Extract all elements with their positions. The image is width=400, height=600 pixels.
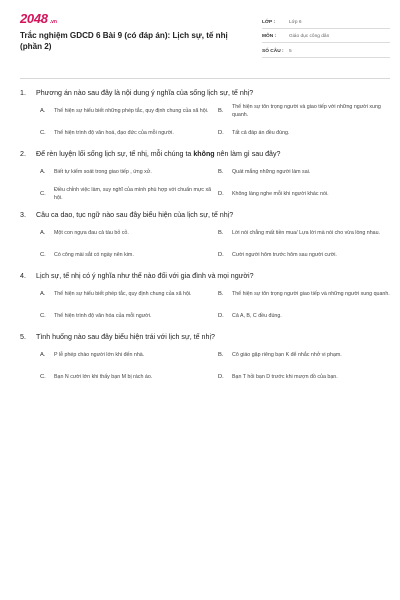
meta-label: LỚP : xyxy=(262,19,276,25)
question-stem xyxy=(20,88,390,98)
site-logo[interactable] xyxy=(20,12,240,25)
question-5 xyxy=(20,332,390,386)
answer-options xyxy=(20,224,390,264)
answer-option-b[interactable] xyxy=(218,102,400,120)
header-divider xyxy=(20,78,390,79)
option-letter: B. xyxy=(218,107,224,114)
option-letter: C. xyxy=(40,190,46,197)
option-letter: D. xyxy=(218,251,224,258)
question-text-part: Lịch sự, tế nhị có ý nghĩa như thế nào đối với gia đình và mọi người? xyxy=(36,272,254,280)
answer-option-a[interactable] xyxy=(40,346,218,364)
option-letter: A. xyxy=(40,290,46,297)
option-text: Thể hiện sự hiểu biết những phép tắc, quy định chung của xã hội. xyxy=(54,107,209,114)
question-number: 4. xyxy=(20,272,26,280)
question-stem xyxy=(20,332,390,342)
answer-option-a[interactable] xyxy=(40,285,218,303)
answer-option-c[interactable] xyxy=(40,368,218,386)
question-text xyxy=(36,271,254,281)
question-text-part: Câu ca dao, tục ngữ nào sau đây biểu hiện của lịch sự, tế nhị? xyxy=(36,211,234,219)
question-4 xyxy=(20,271,390,325)
meta-row-count xyxy=(262,43,390,58)
answer-option-b[interactable] xyxy=(218,346,400,364)
question-text xyxy=(36,332,215,342)
meta-label: SỐ CÂU : xyxy=(262,48,284,54)
answer-options xyxy=(20,163,390,203)
option-text: Điều chỉnh việc làm, suy nghĩ của mình phù hợp với chuẩn mực xã hội. xyxy=(54,186,212,201)
answer-option-a[interactable] xyxy=(40,102,218,120)
answer-option-b[interactable] xyxy=(218,285,400,303)
answer-option-d[interactable] xyxy=(218,185,400,203)
option-text: Tất cả đáp án đều đúng. xyxy=(232,129,290,136)
option-letter: B. xyxy=(218,351,224,358)
question-3 xyxy=(20,210,390,264)
answer-options xyxy=(20,102,390,142)
question-text-part: Phương án nào sau đây là nội dung ý nghĩa của sống lịch sự, tế nhị? xyxy=(36,89,254,97)
answer-option-a[interactable] xyxy=(40,224,218,242)
meta-value: Giáo dục công dân xyxy=(289,34,330,39)
question-text xyxy=(36,149,281,159)
option-letter: D. xyxy=(218,129,224,136)
option-text: Quát mắng những người làm sai. xyxy=(232,168,311,175)
option-text: Cười người hôm trước hôm sau người cười. xyxy=(232,251,337,258)
option-text: Một con ngựa đau cả tàu bỏ cỏ. xyxy=(54,229,129,236)
meta-row-class xyxy=(262,14,390,29)
question-2 xyxy=(20,149,390,203)
option-letter: D. xyxy=(218,312,224,319)
answer-option-d[interactable] xyxy=(218,307,400,325)
logo-domain: .vn xyxy=(49,19,57,25)
option-text: Cô giáo gặp riêng bạn K để nhắc nhở vi phạm. xyxy=(232,351,342,358)
option-text: Bạn T hỏi bạn D trước khi mượn đồ của bạn. xyxy=(232,373,338,380)
option-letter: B. xyxy=(218,229,224,236)
option-letter: A. xyxy=(40,351,46,358)
question-text xyxy=(36,88,253,98)
option-letter: B. xyxy=(218,168,224,175)
question-text-emphasis: không xyxy=(193,150,215,158)
question-stem xyxy=(20,149,390,159)
meta-row-subject xyxy=(262,29,390,44)
meta-table xyxy=(262,14,390,74)
option-text: Thể hiện sự tôn trọng người và giao tiếp với những người xung quanh. xyxy=(232,103,381,118)
question-text-part: nên làm gì sau đây? xyxy=(214,150,281,158)
option-letter: A. xyxy=(40,229,46,236)
option-letter: B. xyxy=(218,290,224,297)
answer-option-a[interactable] xyxy=(40,163,218,181)
question-1 xyxy=(20,88,390,142)
meta-value: 5 xyxy=(289,48,292,54)
answer-option-c[interactable] xyxy=(40,246,218,264)
logo-number: 2048 xyxy=(20,11,48,26)
question-list xyxy=(20,88,390,386)
option-text: Thể hiện trình độ văn hóa của mỗi người. xyxy=(54,312,152,319)
option-letter: C. xyxy=(40,129,46,136)
option-text: Thể hiện sự tôn trọng người giao tiếp và những người xung quanh. xyxy=(232,290,390,297)
option-text: Thể hiện sự hiểu biết phép tắc, quy định chung của xã hội. xyxy=(54,290,192,297)
option-text: Có công mài sắt có ngày nên kim. xyxy=(54,251,134,258)
answer-option-d[interactable] xyxy=(218,124,400,142)
answer-options xyxy=(20,346,390,386)
answer-option-c[interactable] xyxy=(40,124,218,142)
question-stem xyxy=(20,210,390,220)
option-letter: C. xyxy=(40,373,46,380)
option-text: Lời nói chẳng mất tiền mua/ Lựa lời mà nói cho vừa lòng nhau. xyxy=(232,229,381,236)
question-stem xyxy=(20,271,390,281)
answer-option-d[interactable] xyxy=(218,368,400,386)
answer-option-c[interactable] xyxy=(40,307,218,325)
question-number: 3. xyxy=(20,211,26,219)
question-text-part: Để rèn luyện lối sống lịch sự, tế nhị, mỗi chúng ta xyxy=(36,150,194,158)
meta-value: Lớp 6 xyxy=(289,19,302,25)
option-letter: D. xyxy=(218,373,224,380)
option-text: Biết tự kiểm soát trong giao tiếp , ứng xử. xyxy=(54,168,152,175)
option-letter: A. xyxy=(40,107,46,114)
question-text xyxy=(36,210,233,220)
answer-option-b[interactable] xyxy=(218,163,400,181)
meta-label: MÔN : xyxy=(262,34,277,39)
option-text: Thể hiện trình độ văn hoá, đạo đức của mỗi người. xyxy=(54,129,174,136)
answer-option-c[interactable] xyxy=(40,185,218,203)
option-letter: A. xyxy=(40,168,46,175)
option-letter: D. xyxy=(218,190,224,197)
question-number: 2. xyxy=(20,150,26,158)
question-number: 5. xyxy=(20,333,26,341)
option-letter: C. xyxy=(40,251,46,258)
option-text: P lễ phép chào người lớn khi đến nhà. xyxy=(54,351,145,358)
document-title: Trắc nghiệm GDCD 6 Bài 9 (có đáp án): Lịch sự, tế nhị (phần 2) xyxy=(20,31,228,51)
question-number: 1. xyxy=(20,89,26,97)
page-header xyxy=(20,12,390,74)
answer-options xyxy=(20,285,390,325)
question-text-part: Tình huống nào sau đây biểu hiện trái với lịch sự, tế nhị? xyxy=(36,333,215,341)
option-letter: C. xyxy=(40,312,46,319)
answer-option-d[interactable] xyxy=(218,246,400,264)
option-text: Không làng nghe mỗi khi người khác nói. xyxy=(232,190,329,197)
answer-option-b[interactable] xyxy=(218,224,400,242)
option-text: Cả A, B, C đều đúng. xyxy=(232,312,282,319)
header-left xyxy=(20,12,240,74)
option-text: Bạn N cười lớn khi thấy bạn M bị rách áo. xyxy=(54,373,153,380)
